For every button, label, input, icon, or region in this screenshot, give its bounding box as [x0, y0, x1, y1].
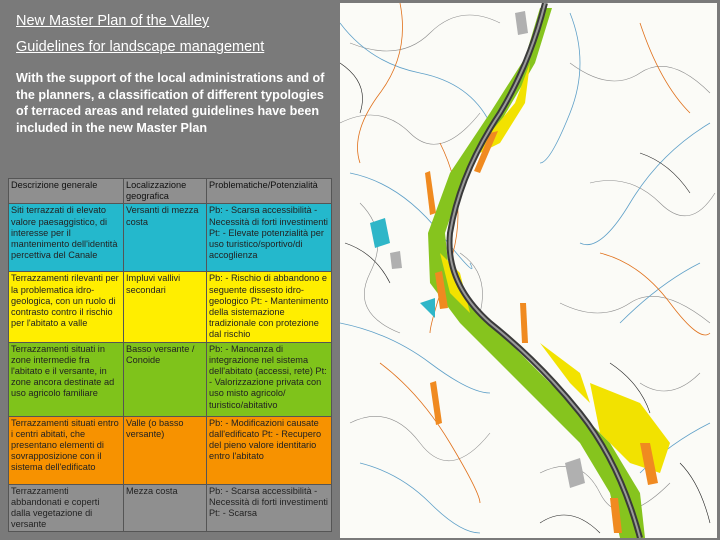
table-cell: Pb: - Rischio di abbandono e seguente dissesto idro-geologico Pt: - Mantenimento della sistemazione tradizionale con protezione dal rischio: [207, 272, 332, 342]
title-line-2: Guidelines for landscape management: [16, 39, 265, 55]
table-row: [9, 204, 332, 272]
header-problematiche: Problematiche/Potenzialità: [207, 179, 332, 204]
table-cell: Terrazzamenti situati in zone intermedie fra l'abitato e il versante, in zone ancora destinate ad uso agricolo familiare: [9, 342, 124, 416]
valley-map: [340, 3, 717, 538]
classification-table: [8, 178, 332, 532]
table-cell: Terrazzamenti situati entro i centri abitati, che presentano elementi di sovrapposizione con il sistema dell'edificato: [9, 416, 124, 484]
map-drawing: [340, 3, 717, 538]
header-localizzazione: Localizzazione geografica: [124, 179, 207, 204]
table-row: [9, 484, 332, 532]
table-cell: Basso versante / Conoide: [124, 342, 207, 416]
left-panel: [0, 0, 338, 540]
table-cell: Pb: - Scarsa accessibilità - Necessità di forti investimenti Pt: - Scarsa: [207, 484, 332, 532]
river: [450, 3, 641, 538]
cyan-zone-2: [420, 298, 435, 318]
table-cell: Pb: - Modificazioni causate dall'edificato Pt: - Recupero del pieno valore identitario entro l'abitato: [207, 416, 332, 484]
table-cell: Mezza costa: [124, 484, 207, 532]
table-cell: Pb: - Scarsa accessibilità - Necessità di forti investimenti Pt: - Elevate potenzialità per uso turistico/sportivo/di accoglienza: [207, 204, 332, 272]
table-row: [9, 272, 332, 342]
table-cell: Siti terrazzati di elevato valore paesaggistico, di interesse per il mantenimento dell'identità percettiva del Canale: [9, 204, 124, 272]
table-cell: Terrazzamenti abbandonati e coperti dalla vegetazione di versante: [9, 484, 124, 532]
table-cell: Impluvi vallivi secondari: [124, 272, 207, 342]
header-descrizione: Descrizione generale: [9, 179, 124, 204]
title-line-1: New Master Plan of the Valley: [16, 13, 210, 29]
table-cell: Terrazzamenti rilevanti per la problematica idro-geologica, con un ruolo di contrasto contro il rischio per l'abitato a valle: [9, 272, 124, 342]
description-paragraph: With the support of the local administrations and of the planners, a classification of different typologies of terraced areas and related guidelines have been included in the new Master Plan: [16, 71, 325, 135]
table-row: [9, 342, 332, 416]
table-cell: Versanti di mezza costa: [124, 204, 207, 272]
cyan-zone-1: [370, 218, 390, 248]
table-header-row: [9, 179, 332, 204]
table-row: [9, 416, 332, 484]
table-cell: Pb: - Mancanza di integrazione nel sistema dell'abitato (accessi, rete) Pt: - Valorizzazione privata con uso misto agricolo/ turistico/abitativo: [207, 342, 332, 416]
table-cell: Valle (o basso versante): [124, 416, 207, 484]
